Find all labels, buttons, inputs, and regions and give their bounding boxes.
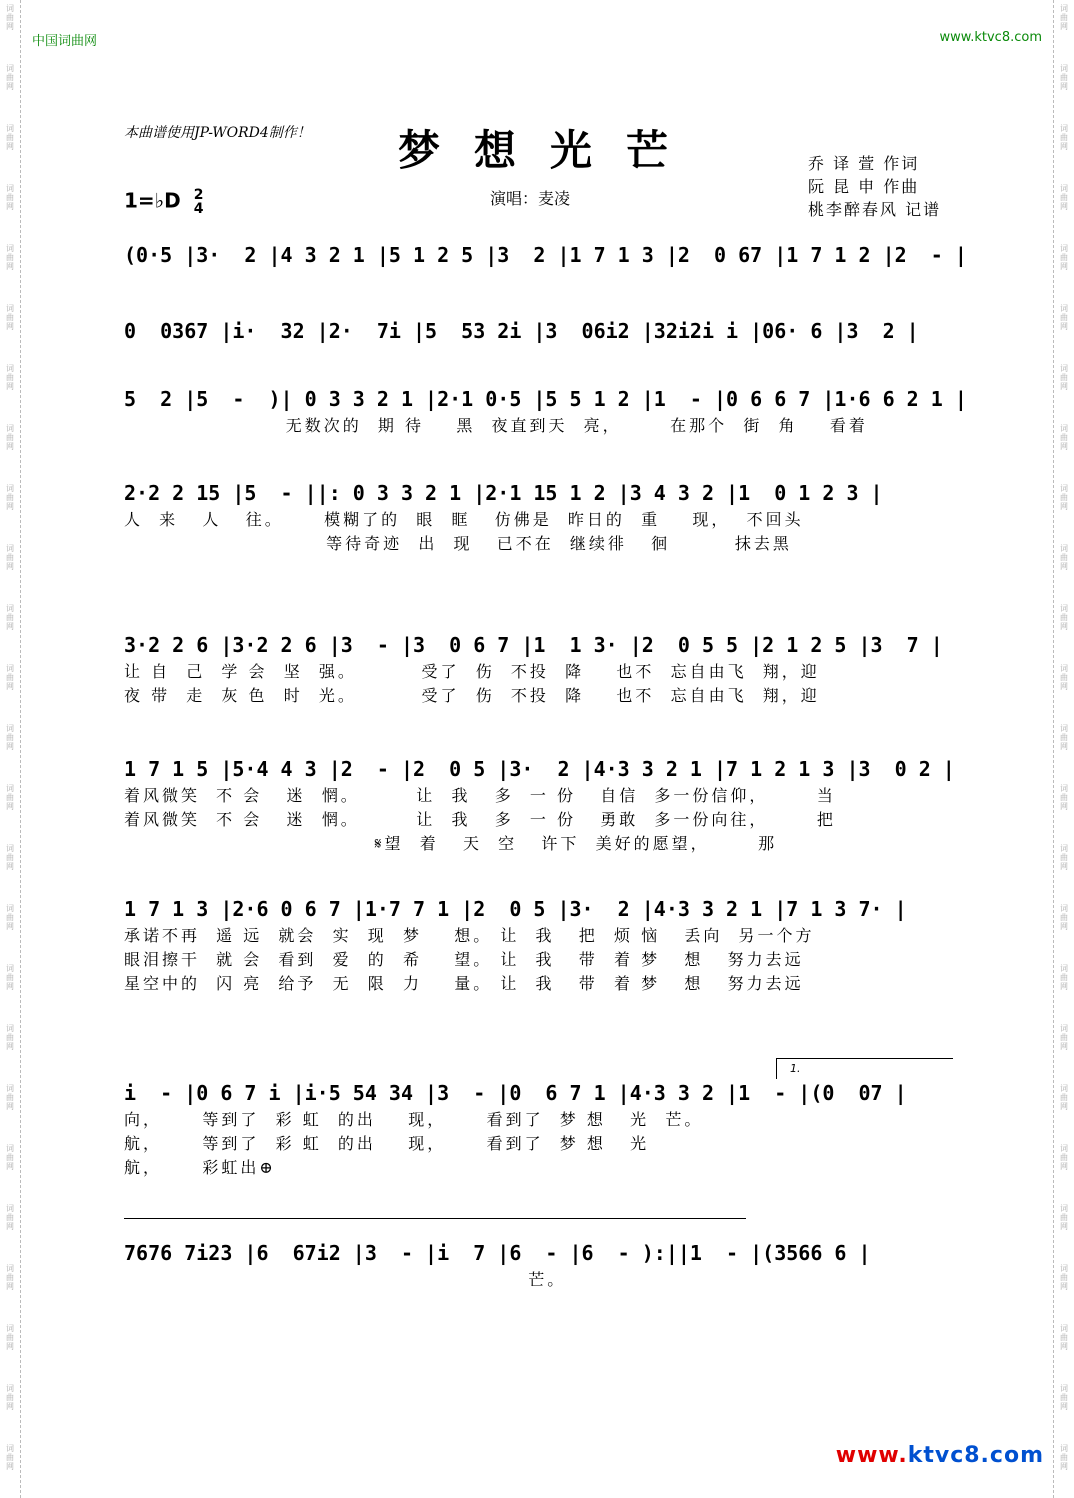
key-signature [124, 188, 203, 216]
watermark-left: 词 曲 网 [6, 1024, 14, 1051]
watermark-left: 词 曲 网 [6, 1144, 14, 1171]
score-row [124, 754, 954, 856]
lyric-line: 芒。 [124, 1270, 567, 1289]
lyric-line: 航， 等到了 彩 虹 的出 现， 看到了 梦 想 光 [124, 1134, 650, 1153]
watermark-left: 词 曲 网 [6, 844, 14, 871]
notation-line: 1 7 1 5 |5·4 4 3 |2 - |2 0 5 |3· 2 |4·3 3 2 1 |7 1 2 1 3 |3 0 2 | [124, 757, 955, 781]
watermark-right: 词 曲 网 [1060, 904, 1068, 931]
watermark-left: 词 曲 网 [6, 244, 14, 271]
watermark-left: 词 曲 网 [6, 1204, 14, 1231]
watermark-right: 词 曲 网 [1060, 1144, 1068, 1171]
watermark-right: 词 曲 网 [1060, 1084, 1068, 1111]
watermark-right: 词 曲 网 [1060, 544, 1068, 571]
watermark-left: 词 曲 网 [6, 484, 14, 511]
credits-block [808, 152, 941, 221]
key-label: 1=♭D [124, 188, 181, 213]
watermark-left: 词 曲 网 [6, 904, 14, 931]
watermark-left: 词 曲 网 [6, 424, 14, 451]
watermark-left: 词 曲 网 [6, 1264, 14, 1291]
watermark-right: 词 曲 网 [1060, 844, 1068, 871]
score-row [124, 384, 967, 438]
score-row [124, 1078, 954, 1180]
watermark-right: 词 曲 网 [1060, 124, 1068, 151]
watermark-left: 词 曲 网 [6, 784, 14, 811]
score-row [124, 240, 967, 270]
watermark-right: 词 曲 网 [1060, 1324, 1068, 1351]
time-bottom: 4 [193, 201, 204, 217]
watermark-left: 词 曲 网 [6, 184, 14, 211]
notation-line: 3·2 2 6 |3·2 2 6 |3 - |3 0 6 7 |1 1 3· |2 0 5 5 |2 1 2 5 |3 7 | [124, 633, 943, 657]
watermark-right: 词 曲 网 [1060, 664, 1068, 691]
watermark-left: 词 曲 网 [6, 1084, 14, 1111]
lyric-line: 着风微笑 不 会 迷 惘。 让 我 多 一 份 勇敢 多一份向往， 把 [124, 810, 836, 829]
watermark-right: 词 曲 网 [1060, 1444, 1068, 1471]
coda-line [124, 1218, 746, 1219]
footer-logo[interactable] [836, 1443, 1044, 1468]
watermark-right: 词 曲 网 [1060, 964, 1068, 991]
watermark-left: 词 曲 网 [6, 544, 14, 571]
watermark-left: 词 曲 网 [6, 604, 14, 631]
watermark-right: 词 曲 网 [1060, 724, 1068, 751]
lyric-line: 航， 彩虹出⊕ [124, 1158, 276, 1177]
lyric-line: 星空中的 闪 亮 给予 无 限 力 量。 让 我 带 着 梦 想 努力去远 [124, 974, 804, 993]
lyricist-credit: 乔 译 萱 作词 [808, 154, 920, 173]
notation-line: i - |0 6 7 i |i·5 54 34 |3 - |0 6 7 1 |4·3 3 2 |1 - |(0 07 | [124, 1081, 907, 1105]
watermark-right: 词 曲 网 [1060, 4, 1068, 31]
watermark-left: 词 曲 网 [6, 1444, 14, 1471]
footer-logo-domain: ktvc8.com [907, 1443, 1044, 1468]
time-signature [194, 188, 204, 216]
watermark-right: 词 曲 网 [1060, 184, 1068, 211]
watermark-right: 词 曲 网 [1060, 484, 1068, 511]
lyric-line: 着风微笑 不 会 迷 惘。 让 我 多 一 份 自信 多一份信仰， 当 [124, 786, 836, 805]
score-row [124, 630, 954, 708]
watermark-right: 词 曲 网 [1060, 1204, 1068, 1231]
watermark-left: 词 曲 网 [6, 724, 14, 751]
lyric-line: 人 来 人 往。 模糊了的 眼 眶 仿佛是 昨日的 重 现， 不回头 [124, 510, 804, 529]
singer-credit: 演唱：麦凌 [490, 189, 571, 208]
composer-credit: 阮 昆 申 作曲 [808, 177, 920, 196]
song-title: 梦想光芒 [398, 126, 703, 175]
lyric-line: 无数次的 期 待 黑 夜直到天 亮， 在那个 街 角 看着 [124, 416, 868, 435]
watermark-right: 词 曲 网 [1060, 1024, 1068, 1051]
transcriber-credit: 桃李醉春风 记谱 [808, 200, 942, 219]
watermark-left: 词 曲 网 [6, 64, 14, 91]
lyric-line: 眼泪擦干 就 会 看到 爱 的 希 望。 让 我 带 着 梦 想 努力去远 [124, 950, 804, 969]
volta-bracket [776, 1058, 953, 1079]
watermark-right: 词 曲 网 [1060, 64, 1068, 91]
watermark-right: 词 曲 网 [1060, 784, 1068, 811]
watermark-right: 词 曲 网 [1060, 1264, 1068, 1291]
watermark-right: 词 曲 网 [1060, 304, 1068, 331]
notation-line: 2·2 2 15 |5 - ||: 0 3 3 2 1 |2·1 15 1 2 |3 4 3 2 |1 0 1 2 3 | [124, 481, 883, 505]
watermark-left: 词 曲 网 [6, 304, 14, 331]
notation-line: 5 2 |5 - )| 0 3 3 2 1 |2·1 0·5 |5 5 1 2 |1 - |0 6 6 7 |1·6 6 2 1 | [124, 387, 967, 411]
score-row [124, 1238, 954, 1292]
watermark-left: 词 曲 网 [6, 124, 14, 151]
footer-logo-prefix: www. [835, 1443, 908, 1468]
lyric-line: 𝄋望 着 天 空 许下 美好的愿望， 那 [124, 834, 778, 853]
score-row [124, 478, 954, 556]
notation-line: 0 0367 |i· 32 |2· 7i |5 53 2i |3 06i2 |32i2i i |06· 6 |3 2 | [124, 319, 919, 343]
watermark-right: 词 曲 网 [1060, 364, 1068, 391]
score-row [124, 316, 954, 346]
watermark-left: 词 曲 网 [6, 4, 14, 31]
lyric-line: 等待奇迹 出 现 已不在 继续徘 徊 抹去黑 [124, 534, 792, 553]
site-name-left[interactable]: 中国词曲网 [32, 34, 98, 49]
notation-line: (0·5 |3· 2 |4 3 2 1 |5 1 2 5 |3 2 |1 7 1 3 |2 0 67 |1 7 1 2 |2 - | [124, 243, 967, 267]
time-top: 2 [193, 187, 204, 203]
lyric-line: 让 自 己 学 会 坚 强。 受了 伤 不投 降 也不 忘自由飞 翔，迎 [124, 662, 820, 681]
volta-label: 1. [790, 1062, 801, 1075]
watermark-left: 词 曲 网 [6, 1324, 14, 1351]
watermark-right: 词 曲 网 [1060, 244, 1068, 271]
watermark-right: 词 曲 网 [1060, 1384, 1068, 1411]
watermark-right: 词 曲 网 [1060, 604, 1068, 631]
watermark-left: 词 曲 网 [6, 964, 14, 991]
lyric-line: 承诺不再 遥 远 就会 实 现 梦 想。 让 我 把 烦 恼 丢向 另一个方 [124, 926, 815, 945]
watermark-right: 词 曲 网 [1060, 424, 1068, 451]
lyric-line: 向， 等到了 彩 虹 的出 现， 看到了 梦 想 光 芒。 [124, 1110, 704, 1129]
notation-line: 1 7 1 3 |2·6 0 6 7 |1·7 7 1 |2 0 5 |3· 2 |4·3 3 2 1 |7 1 3 7· | [124, 897, 907, 921]
software-note: 本曲谱使用JP-WORD4制作！ [124, 125, 311, 141]
site-url-right[interactable]: www.ktvc8.com [939, 30, 1042, 45]
watermark-left: 词 曲 网 [6, 1384, 14, 1411]
watermark-left: 词 曲 网 [6, 664, 14, 691]
score-row [124, 894, 954, 996]
notation-line: 7676 7i23 |6 67i2 |3 - |i 7 |6 - |6 - ):||1 - |(3566 6 | [124, 1241, 871, 1265]
watermark-left: 词 曲 网 [6, 364, 14, 391]
lyric-line: 夜 带 走 灰 色 时 光。 受了 伤 不投 降 也不 忘自由飞 翔，迎 [124, 686, 820, 705]
